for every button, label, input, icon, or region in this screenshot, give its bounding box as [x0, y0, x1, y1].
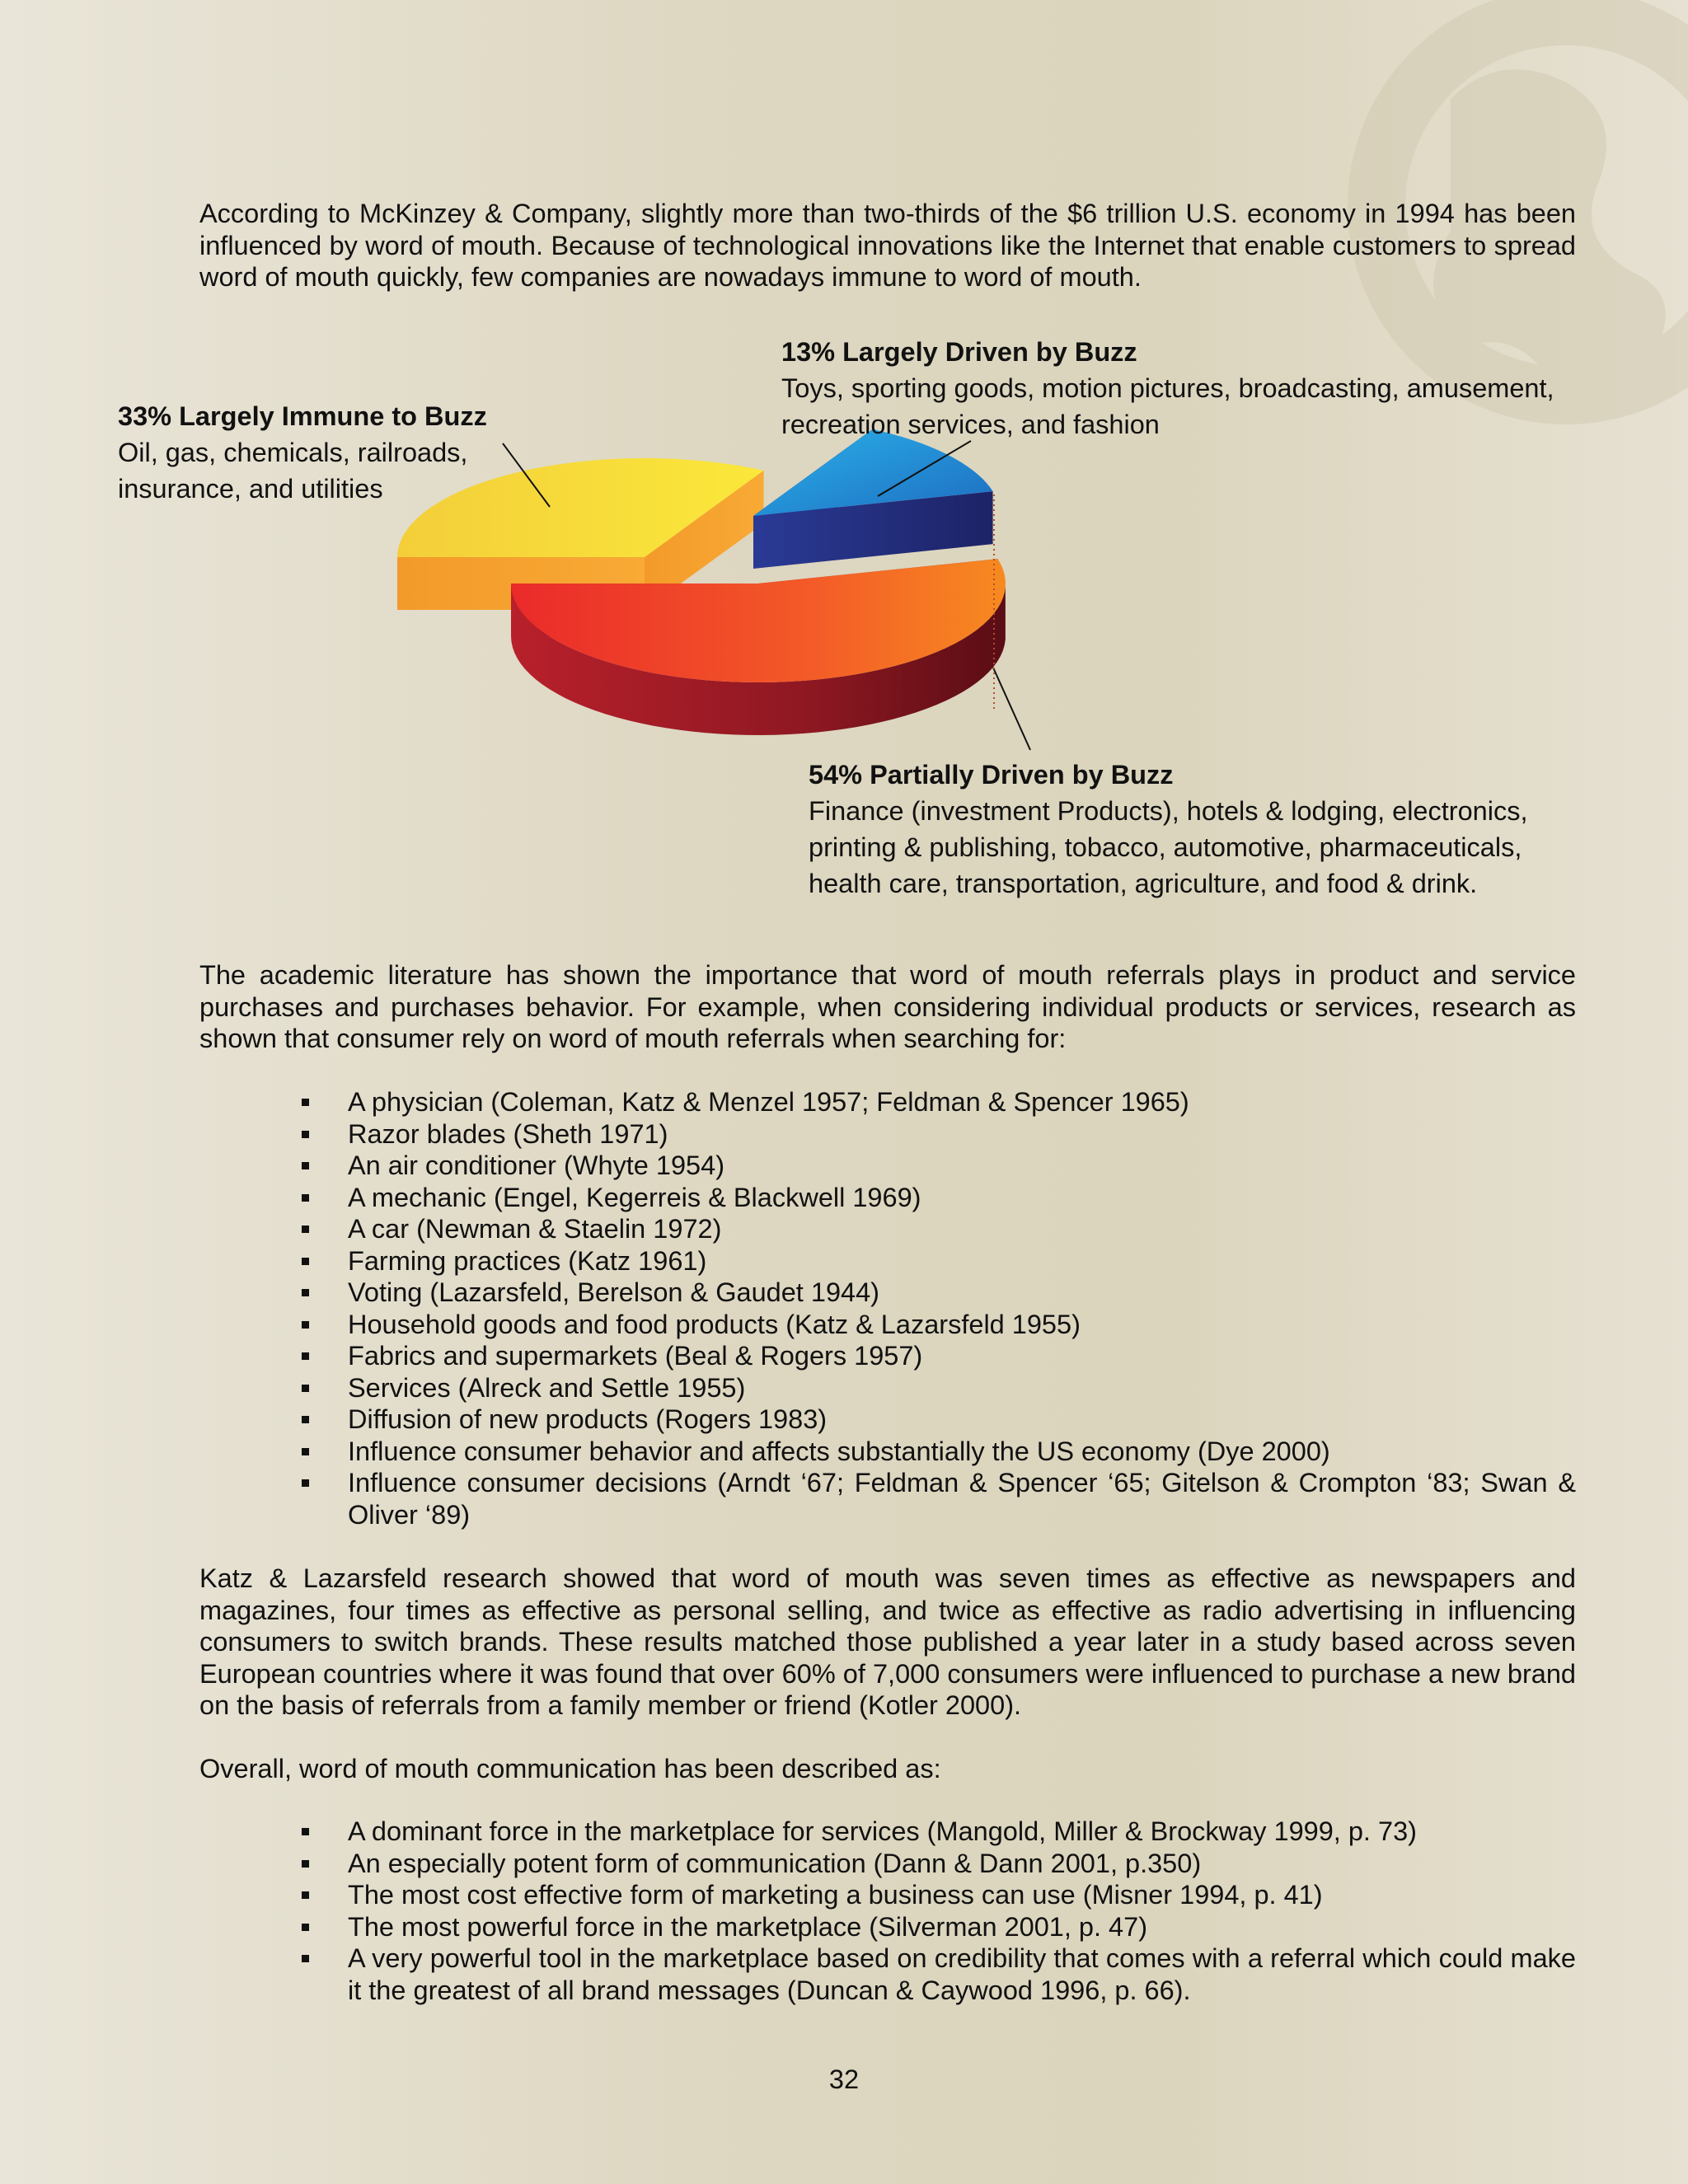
overall-paragraph: Overall, word of mouth communication has been described as:	[199, 1754, 941, 1783]
list-item: The most powerful force in the marketplace (Silverman 2001, p. 47)	[297, 1911, 1576, 1943]
list-item: Farming practices (Katz 1961)	[297, 1245, 1576, 1277]
list-item: An especially potent form of communication (Dann & Dann 2001, p.350)	[297, 1848, 1576, 1880]
list-item: The most cost effective form of marketing a business can use (Misner 1994, p. 41)	[297, 1879, 1576, 1911]
label-immune-to-buzz	[118, 398, 546, 507]
label-immune-detail-2: insurance, and utilities	[118, 474, 383, 504]
page-number: 32	[828, 2064, 860, 2094]
list-item: A car (Newman & Staelin 1972)	[297, 1213, 1576, 1245]
list-item: Influence consumer behavior and affects substantially the US economy (Dye 2000)	[297, 1436, 1576, 1468]
list-item: Diffusion of new products (Rogers 1983)	[297, 1404, 1576, 1436]
list-item: Voting (Lazarsfeld, Berelson & Gaudet 1944)	[297, 1277, 1576, 1309]
list-item: Fabrics and supermarkets (Beal & Rogers 1957)	[297, 1340, 1576, 1372]
label-partial-detail-1: Finance (investment Products), hotels & lodging, electronics,	[809, 796, 1528, 826]
list-item: Household goods and food products (Katz & Lazarsfeld 1955)	[297, 1309, 1576, 1341]
label-driven-heading: 13% Largely Driven by Buzz	[781, 337, 1137, 367]
label-immune-heading: 33% Largely Immune to Buzz	[118, 401, 487, 431]
label-partial-heading: 54% Partially Driven by Buzz	[809, 760, 1174, 790]
list-item: Razor blades (Sheth 1971)	[297, 1118, 1576, 1151]
katz-paragraph: Katz & Lazarsfeld research showed that word of mouth was seven times as effective as newspapers and magazines, four times as effective as personal selling, and twice as effective as radio advertising in influencing consumers to switch brands. These results matched those published a year later in a study based across seven European countries where it was found that over 60% of 7,000 consumers were influenced to purchase a new brand on the basis of referrals from a family member or friend (Kotler 2000).	[199, 1563, 1576, 1720]
label-partial-detail-2: printing & publishing, tobacco, automotive, pharmaceuticals,	[809, 832, 1522, 862]
pie-slice-partial	[511, 559, 1006, 735]
callout-line-partial	[993, 668, 1030, 750]
label-driven-detail-2: recreation services, and fashion	[781, 410, 1160, 439]
academic-paragraph: The academic literature has shown the importance that word of mouth referrals plays in product and service purchases and purchases behavior. For example, when considering individual products or services, research as shown that consumer rely on word of mouth referrals when searching for:	[199, 960, 1576, 1053]
label-driven-by-buzz	[781, 334, 1606, 443]
list-item: A very powerful tool in the marketplace based on credibility that comes with a referral which could make it the greatest of all brand messages (Duncan & Caywood 1996, p. 66).	[297, 1943, 1576, 2006]
list-item: A physician (Coleman, Katz & Menzel 1957; Feldman & Spencer 1965)	[297, 1086, 1576, 1118]
intro-paragraph: According to McKinzey & Company, slightly more than two-thirds of the $6 trillion U.S. economy in 1994 has been influenced by word of mouth. Because of technological innovations like the Internet that enable customers to spread word of mouth quickly, few companies are nowadays immune to word of mouth.	[199, 199, 1576, 292]
list-item: Influence consumer decisions (Arndt ‘67; Feldman & Spencer ‘65; Gitelson & Crompton ‘83; Swan & Oliver ‘89)	[297, 1467, 1576, 1530]
list-item: A dominant force in the marketplace for services (Mangold, Miller & Brockway 1999, p. 73)	[297, 1816, 1576, 1848]
list-item: An air conditioner (Whyte 1954)	[297, 1150, 1576, 1182]
list-item: A mechanic (Engel, Kegerreis & Blackwell 1969)	[297, 1182, 1576, 1214]
label-driven-detail-1: Toys, sporting goods, motion pictures, broadcasting, amusement,	[781, 373, 1554, 403]
label-partial-detail-3: health care, transportation, agriculture, and food & drink.	[809, 869, 1478, 898]
label-immune-detail-1: Oil, gas, chemicals, railroads,	[118, 438, 468, 467]
list-item: Services (Alreck and Settle 1955)	[297, 1372, 1576, 1404]
label-partially-driven	[809, 757, 1633, 902]
described-list	[297, 1816, 1576, 2006]
research-list	[297, 1086, 1576, 1530]
